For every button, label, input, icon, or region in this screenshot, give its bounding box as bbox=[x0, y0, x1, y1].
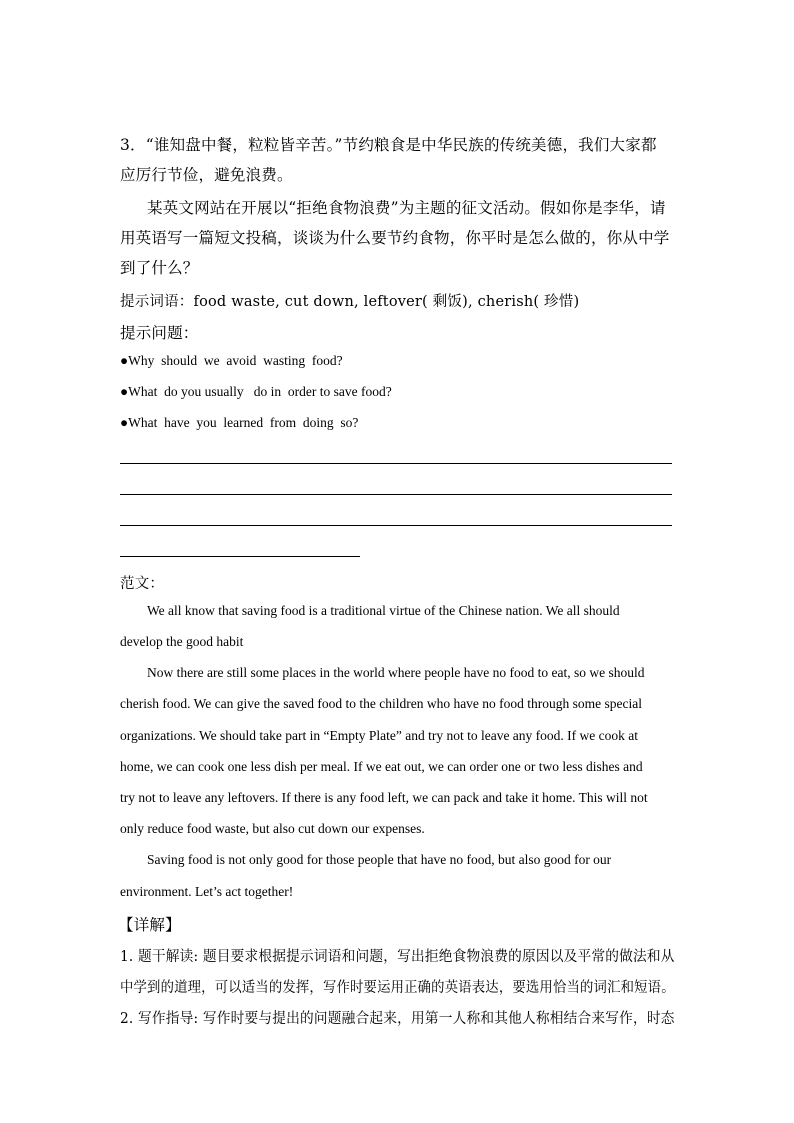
answer-line-1 bbox=[120, 463, 672, 464]
sample-label: 范文： bbox=[120, 576, 165, 592]
explanation-heading: 【详解】 bbox=[118, 916, 181, 934]
sample-line: Now there are still some places in the world where people have no food to eat, so we should bbox=[147, 665, 645, 680]
sample-line: cherish food. We can give the saved food to the children who have no food through some special bbox=[120, 696, 643, 711]
sample-line: home, we can cook one less dish per meal. If we eat out, we can order one or two less dishes and bbox=[120, 759, 643, 774]
answer-line-2 bbox=[120, 494, 672, 495]
question-task-line-2: 用英语写一篇短文投稿，谈谈为什么要节约食物，你平时是怎么做的，你从中学 bbox=[120, 229, 670, 247]
hint-words: 提示词语：food waste, cut down, leftover( 剩饭), cherish( 珍惜) bbox=[120, 294, 580, 310]
explanation-line: 中学到的道理，可以适当的发挥，写作时要运用正确的英语表达，要选用恰当的词汇和短语。 bbox=[120, 980, 675, 996]
hint-question-3: ●What have you learned from doing so? bbox=[120, 415, 359, 430]
question-task-line-3: 到了什么？ bbox=[120, 259, 199, 277]
explanation-line: 2. 写作指导: 写作时要与提出的问题融合起来，用第一人称和其他人称相结合来写作，时态 bbox=[120, 1011, 675, 1027]
explanation-line: 1. 题干解读: 题目要求根据提示词语和问题，写出拒绝食物浪费的原因以及平常的做法和从 bbox=[120, 949, 675, 965]
question-task-line-1: 某英文网站在开展以“拒绝食物浪费”为主题的征文活动。假如你是李华，请 bbox=[147, 199, 666, 217]
sample-line: Saving food is not only good for those people that have no food, but also good for our bbox=[147, 852, 612, 867]
sample-line: organizations. We should take part in “Empty Plate” and try not to leave any food. If we cook at bbox=[120, 728, 639, 743]
question-intro-line-1: 3．“谁知盘中餐，粒粒皆辛苦。”节约粮食是中华民族的传统美德，我们大家都 bbox=[120, 136, 657, 154]
hint-questions-label: 提示问题： bbox=[120, 324, 199, 342]
sample-line: We all know that saving food is a traditional virtue of the Chinese nation. We all should bbox=[147, 603, 620, 618]
question-intro-line-2: 应厉行节俭，避免浪费。 bbox=[120, 166, 293, 184]
hint-question-1: ●Why should we avoid wasting food? bbox=[120, 353, 343, 368]
hint-question-2: ●What do you usually do in order to save food? bbox=[120, 384, 392, 399]
sample-line: only reduce food waste, but also cut down our expenses. bbox=[120, 821, 425, 836]
sample-line: develop the good habit bbox=[120, 634, 244, 649]
answer-line-4 bbox=[120, 556, 360, 557]
sample-line: environment. Let’s act together! bbox=[120, 884, 294, 899]
sample-line: try not to leave any leftovers. If there is any food left, we can pack and take it home. This will not bbox=[120, 790, 648, 805]
answer-line-3 bbox=[120, 525, 672, 526]
